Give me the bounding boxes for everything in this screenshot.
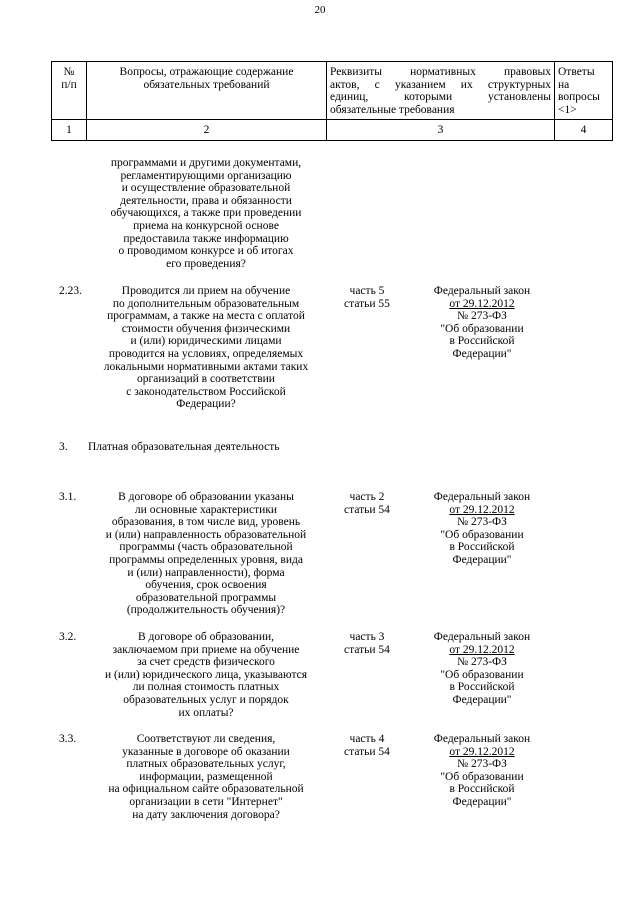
- text-line: ли полная стоимость платных: [132, 681, 280, 694]
- text-line: Федерации": [452, 347, 512, 360]
- row-part: [327, 491, 407, 516]
- text-line: приема на конкурсной основе: [133, 219, 279, 232]
- column-index-row: [52, 120, 613, 141]
- text-line: "Об образовании: [440, 668, 524, 681]
- row-part: [327, 285, 407, 310]
- text-line: программам, а также на места с оплатой: [107, 310, 305, 323]
- row-number: 2.23.: [59, 285, 82, 297]
- text-line: № 273-ФЗ: [457, 656, 507, 669]
- text-line: Федеральный закон: [433, 733, 531, 745]
- text-line: В договоре об образовании,: [137, 631, 275, 643]
- text-line: "Об образовании: [440, 528, 524, 541]
- column-index: 1: [52, 120, 87, 141]
- row-law: [419, 491, 545, 567]
- text-line: за счет средств физического: [137, 656, 275, 669]
- text-line: В договоре об образовании указаны: [118, 491, 294, 503]
- row-number: 3.1.: [59, 491, 77, 503]
- text-line: в Российской: [449, 681, 515, 694]
- text-line: (продолжительность обучения)?: [126, 604, 286, 617]
- text-line: информации, размещенной: [139, 770, 273, 783]
- row-question: [88, 733, 324, 821]
- text-line: Платная образовательная деятельность: [88, 441, 280, 453]
- text-line: Соответствуют ли сведения,: [136, 733, 276, 745]
- text-line: "Об образовании: [440, 770, 524, 783]
- text-line: по дополнительным образовательным: [112, 297, 300, 310]
- text-line: статьи 54: [344, 503, 390, 516]
- text-line: деятельности, права и обязанности: [120, 194, 292, 207]
- text-line: образования, в том числе вид, уровень: [111, 516, 301, 529]
- row-question: [88, 631, 324, 719]
- text-line: с законодательством Российской: [126, 385, 286, 398]
- text-line: в Российской: [449, 783, 515, 796]
- text-line: образовательной программы: [135, 591, 277, 604]
- text-line: Федерации?: [176, 398, 236, 411]
- row-question: [88, 157, 324, 270]
- text-line: от 29.12.2012: [449, 643, 515, 656]
- row-part: [327, 631, 407, 656]
- header-questions: Вопросы, отражающие содержание обязательных требований: [87, 62, 327, 120]
- text-line: статьи 54: [344, 745, 390, 758]
- text-line: Федеральный закон: [433, 285, 531, 297]
- row-part: [327, 733, 407, 758]
- text-line: в Российской: [449, 335, 515, 348]
- row-law: [419, 733, 545, 809]
- text-line: статьи 54: [344, 643, 390, 656]
- text-line: обучения, срок освоения: [145, 579, 267, 592]
- header-answers: Ответы на вопросы <1>: [555, 62, 613, 120]
- text-line: от 29.12.2012: [449, 503, 515, 516]
- text-line: и (или) направленность образовательной: [105, 528, 307, 541]
- text-line: Федеральный закон: [433, 631, 531, 643]
- text-line: программы определенных уровня, вида: [109, 553, 303, 566]
- text-line: и (или) юридическими лицами: [130, 335, 282, 348]
- text-line: № 273-ФЗ: [457, 310, 507, 323]
- row-law: [419, 285, 545, 361]
- text-line: заключаемом при приеме на обучение: [112, 643, 300, 656]
- text-line: часть 5: [349, 285, 385, 297]
- text-line: стоимости обучения физическими: [121, 322, 291, 335]
- text-line: обучающихся, а также при проведении: [110, 207, 302, 220]
- text-line: Федерации": [452, 553, 512, 566]
- text-line: регламентирующими организацию: [120, 169, 292, 182]
- text-line: платных образовательных услуг,: [126, 758, 286, 771]
- text-line: предоставила также информацию: [123, 232, 289, 245]
- text-line: и осуществление образовательной: [121, 182, 291, 195]
- text-line: ли основные характеристики: [134, 503, 278, 516]
- header-number: № п/п: [52, 62, 87, 120]
- text-line: статьи 55: [344, 297, 390, 310]
- text-line: на дату заключения договора?: [132, 808, 280, 821]
- text-line: № 273-ФЗ: [457, 758, 507, 771]
- text-line: в Российской: [449, 541, 515, 554]
- row-number: 3.3.: [59, 733, 77, 745]
- text-line: часть 2: [349, 491, 385, 503]
- text-line: Федерации": [452, 693, 512, 706]
- row-number: 3.: [59, 441, 68, 453]
- text-line: программами и другими документами,: [110, 157, 302, 169]
- text-line: и (или) юридического лица, указываются: [104, 668, 308, 681]
- row-question: [88, 441, 324, 454]
- text-line: № 273-ФЗ: [457, 516, 507, 529]
- header-requisites: Реквизиты нормативных правовых актов, с указанием их структурных единиц, которыми установлены обязательные требования: [327, 62, 555, 120]
- text-line: Проводится ли прием на обучение: [121, 285, 291, 297]
- text-line: организаций в соответствии: [137, 373, 275, 386]
- text-line: от 29.12.2012: [449, 297, 515, 310]
- row-law: [419, 631, 545, 707]
- text-line: программы (часть образовательной: [119, 541, 293, 554]
- column-index: 2: [87, 120, 327, 141]
- row-number: 3.2.: [59, 631, 77, 643]
- text-line: часть 3: [349, 631, 385, 643]
- header-row: [52, 62, 613, 120]
- text-line: Федерации": [452, 795, 512, 808]
- page-number: 20: [314, 4, 326, 16]
- text-line: от 29.12.2012: [449, 745, 515, 758]
- row-question: [88, 491, 324, 617]
- requirements-table-header: [51, 61, 613, 141]
- column-index: 3: [327, 120, 555, 141]
- text-line: Федеральный закон: [433, 491, 531, 503]
- text-line: о проводимом конкурсе и об итогах: [118, 245, 294, 258]
- column-index: 4: [555, 120, 613, 141]
- text-line: часть 4: [349, 733, 385, 745]
- text-line: организации в сети "Интернет": [129, 795, 283, 808]
- text-line: образовательных услуг и порядок: [123, 693, 289, 706]
- text-line: указанные в договоре об оказании: [122, 745, 290, 758]
- text-line: "Об образовании: [440, 322, 524, 335]
- text-line: проводится на условиях, определяемых: [108, 347, 304, 360]
- row-question: [88, 285, 324, 411]
- text-line: локальными нормативными актами таких: [103, 360, 309, 373]
- text-line: их оплаты?: [178, 706, 234, 719]
- text-line: его проведения?: [166, 257, 246, 270]
- text-line: на официальном сайте образовательной: [108, 783, 304, 796]
- text-line: и (или) направленности), форма: [127, 566, 285, 579]
